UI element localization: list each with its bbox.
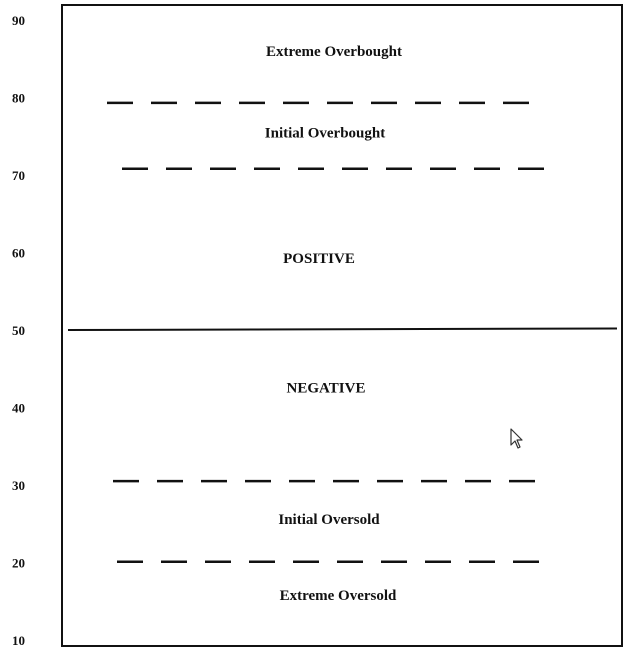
y-tick-label-80: 80 [12,90,25,106]
centre-line [68,329,617,331]
y-tick-label-50: 50 [12,323,25,338]
y-tick-label-20: 20 [12,555,25,571]
zone-label-initial-oversold: Initial Oversold [278,512,380,529]
y-axis-ticks [12,13,25,648]
zone-label-initial-overbought: Initial Overbought [264,125,386,142]
reference-lines [68,103,617,562]
zone-label-negative: NEGATIVE [286,380,366,397]
zone-label-extreme-overbought: Extreme Overbought [266,44,402,60]
y-tick-label-70: 70 [12,168,25,183]
y-tick-label-40: 40 [12,400,25,416]
zone-label-positive: POSITIVE [283,250,355,267]
plot-frame [62,5,622,646]
mouse-pointer-icon [510,428,524,450]
zone-labels [265,44,402,604]
y-tick-label-30: 30 [12,478,25,493]
y-tick-label-10: 10 [12,633,25,648]
zone-label-extreme-oversold: Extreme Oversold [279,588,397,605]
y-tick-label-90: 90 [12,13,25,28]
y-tick-label-60: 60 [12,245,25,261]
